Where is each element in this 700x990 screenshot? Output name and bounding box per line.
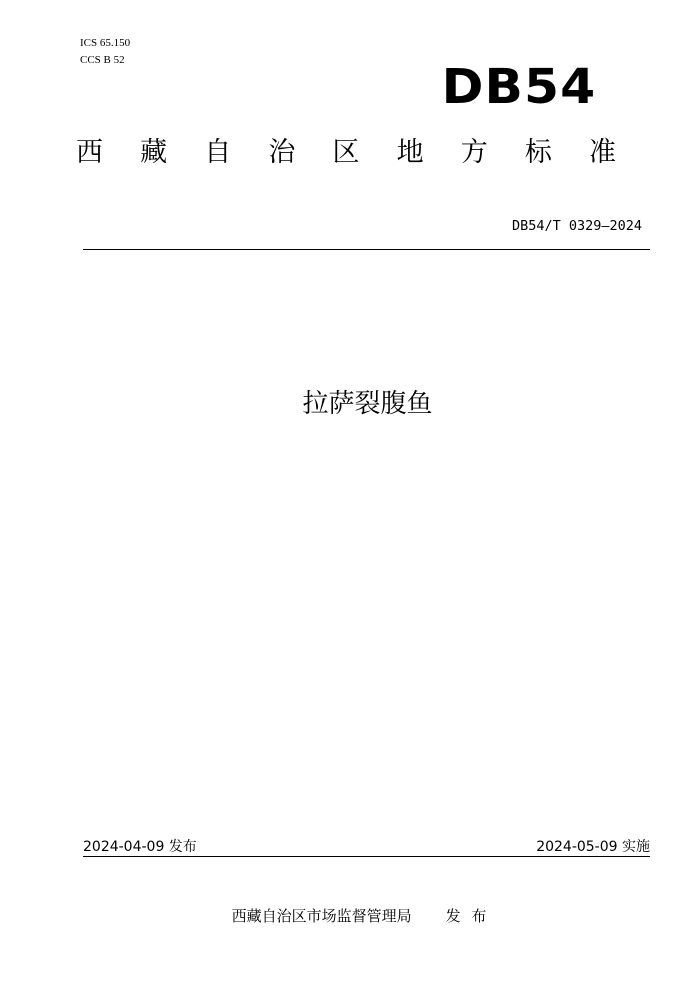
standard-type-char: 区 [332, 137, 360, 168]
standard-logo: DB54 [441, 59, 596, 115]
standard-type-char: 藏 [140, 137, 168, 168]
ccs-code: CCS B 52 [80, 54, 125, 66]
standard-type-char: 方 [460, 137, 488, 168]
document-title: 拉萨裂腹鱼 [302, 389, 433, 419]
issuer-line [0, 905, 700, 926]
standard-type-char: 自 [204, 137, 232, 168]
standard-code: DB54/T 0329—2024 [511, 218, 642, 234]
standard-type-char: 准 [589, 137, 616, 168]
issuer-name: 西藏自治区市场监督管理局 [231, 907, 412, 925]
issuer-suffix: 发 布 [445, 907, 487, 925]
top-divider [83, 249, 650, 250]
ics-code: ICS 65.150 [80, 37, 131, 49]
standard-type-char: 标 [524, 137, 552, 168]
bottom-divider [83, 856, 650, 857]
standard-type-char: 治 [268, 137, 296, 168]
publish-date: 2024-04-09 发布 [83, 839, 197, 855]
standard-type-heading [76, 138, 616, 168]
standard-type-char: 地 [396, 137, 424, 168]
implement-date: 2024-05-09 实施 [536, 839, 650, 855]
standard-type-char: 西 [76, 137, 103, 168]
